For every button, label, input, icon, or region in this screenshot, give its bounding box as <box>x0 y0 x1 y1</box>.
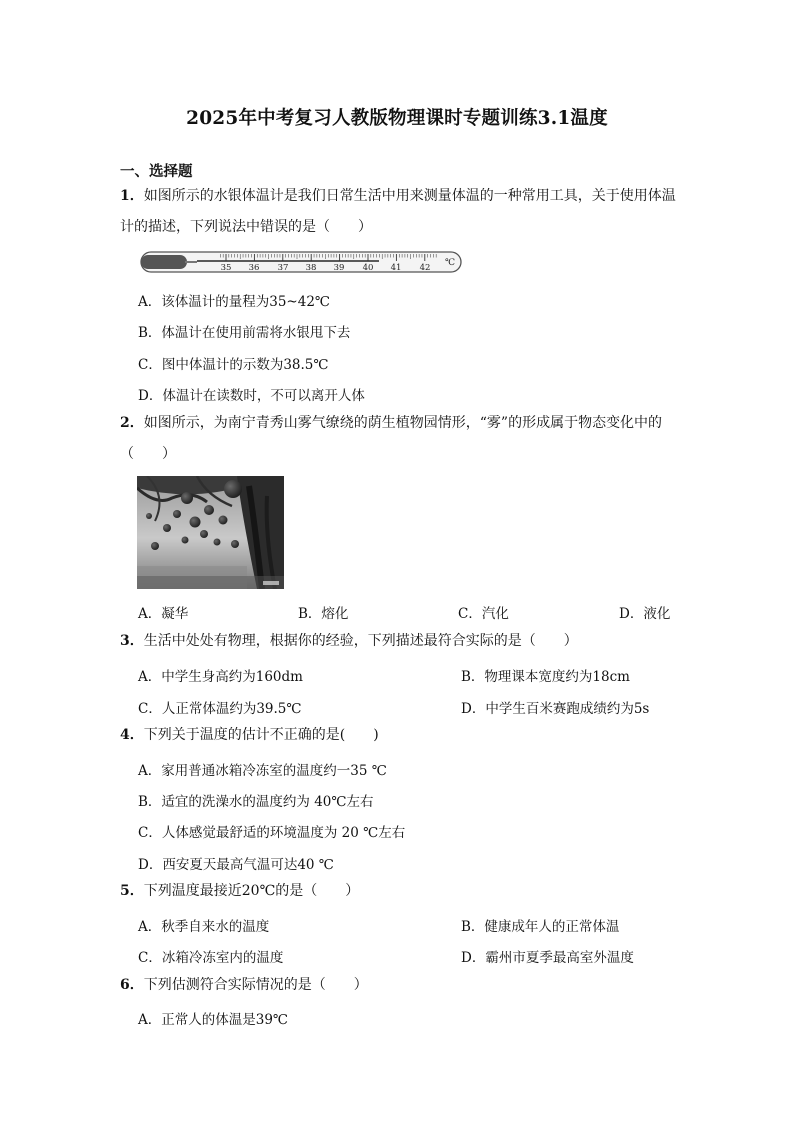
section-heading: 一、选择题 <box>120 163 193 180</box>
thermometer-figure <box>137 246 467 278</box>
unit-label: ℃ <box>445 258 456 268</box>
option-b: B．物理课本宽度约为18cm <box>461 669 630 685</box>
option-a: A．家用普通冰箱冷冻室的温度约一35 ℃ <box>138 763 387 779</box>
option-d: D．西安夏天最高气温可达40 ℃ <box>138 857 334 873</box>
question-number: 3． <box>120 633 144 649</box>
option-d: D．中学生百米赛跑成绩约为5s <box>461 701 650 717</box>
question-number: 4． <box>120 727 144 743</box>
question-text: 生活中处处有物理，根据你的经验，下列描述最符合实际的是（ ） <box>143 633 578 649</box>
question-number: 2． <box>120 415 144 431</box>
option-b: B．健康成年人的正常体温 <box>461 919 620 935</box>
option-d: D．液化 <box>619 606 671 622</box>
question-number: 1． <box>120 188 144 204</box>
option-b: B．适宜的洗澡水的温度约为 40℃左右 <box>138 794 374 810</box>
option-a: A．该体温计的量程为35~42℃ <box>138 294 331 310</box>
option-a: A．正常人的体温是39℃ <box>138 1012 289 1028</box>
tick-label: 36 <box>248 263 260 273</box>
option-c: C．人正常体温约为39.5℃ <box>138 701 302 717</box>
option-d: D．体温计在读数时，不可以离开人体 <box>138 388 365 404</box>
option-c: C．人体感觉最舒适的环境温度为 20 ℃左右 <box>138 825 406 841</box>
foggy-garden-photo <box>137 476 284 589</box>
tick-label: 42 <box>419 263 431 273</box>
option-a: A．中学生身高约为160dm <box>138 669 303 685</box>
option-d: D．霸州市夏季最高室外温度 <box>461 950 634 966</box>
thermometer-bulb <box>141 255 187 269</box>
question-text: 如图所示的水银体温计是我们日常生活中用来测量体温的一种常用工具，关于使用体温计的描述，下列说法中错误的是（ ） <box>120 188 676 235</box>
question-number: 6． <box>120 977 144 993</box>
question-2 <box>120 408 680 470</box>
option-c: C．图中体温计的示数为38.5℃ <box>138 357 329 373</box>
tick-label: 37 <box>277 263 289 273</box>
question-text: 下列关于温度的估计不正确的是( ) <box>143 727 379 743</box>
tick-label: 35 <box>220 263 232 273</box>
option-c: C．冰箱冷冻室内的温度 <box>138 950 284 966</box>
tick-label: 41 <box>390 263 402 273</box>
page-title: 2025年中考复习人教版物理课时专题训练3.1温度 <box>186 108 608 129</box>
tick-label: 40 <box>362 263 374 273</box>
question-5 <box>120 876 680 907</box>
option-a: A．秋季自来水的温度 <box>138 919 270 935</box>
question-text: 如图所示，为南宁青秀山雾气缭绕的荫生植物园情形，“雾”的形成属于物态变化中的（ ） <box>120 415 663 462</box>
option-a: A．凝华 <box>138 606 189 622</box>
option-b: B．体温计在使用前需将水银甩下去 <box>138 325 351 341</box>
question-3 <box>120 626 680 657</box>
question-1 <box>120 181 680 243</box>
question-6 <box>120 970 680 1001</box>
question-text: 下列估测符合实际情况的是（ ） <box>143 977 368 993</box>
tick-label: 38 <box>305 263 317 273</box>
question-number: 5． <box>120 883 144 899</box>
question-4 <box>120 720 680 751</box>
option-c: C．汽化 <box>458 606 509 622</box>
option-b: B．熔化 <box>298 606 349 622</box>
question-text: 下列温度最接近20℃的是（ ） <box>143 883 360 899</box>
tick-label: 39 <box>333 263 345 273</box>
